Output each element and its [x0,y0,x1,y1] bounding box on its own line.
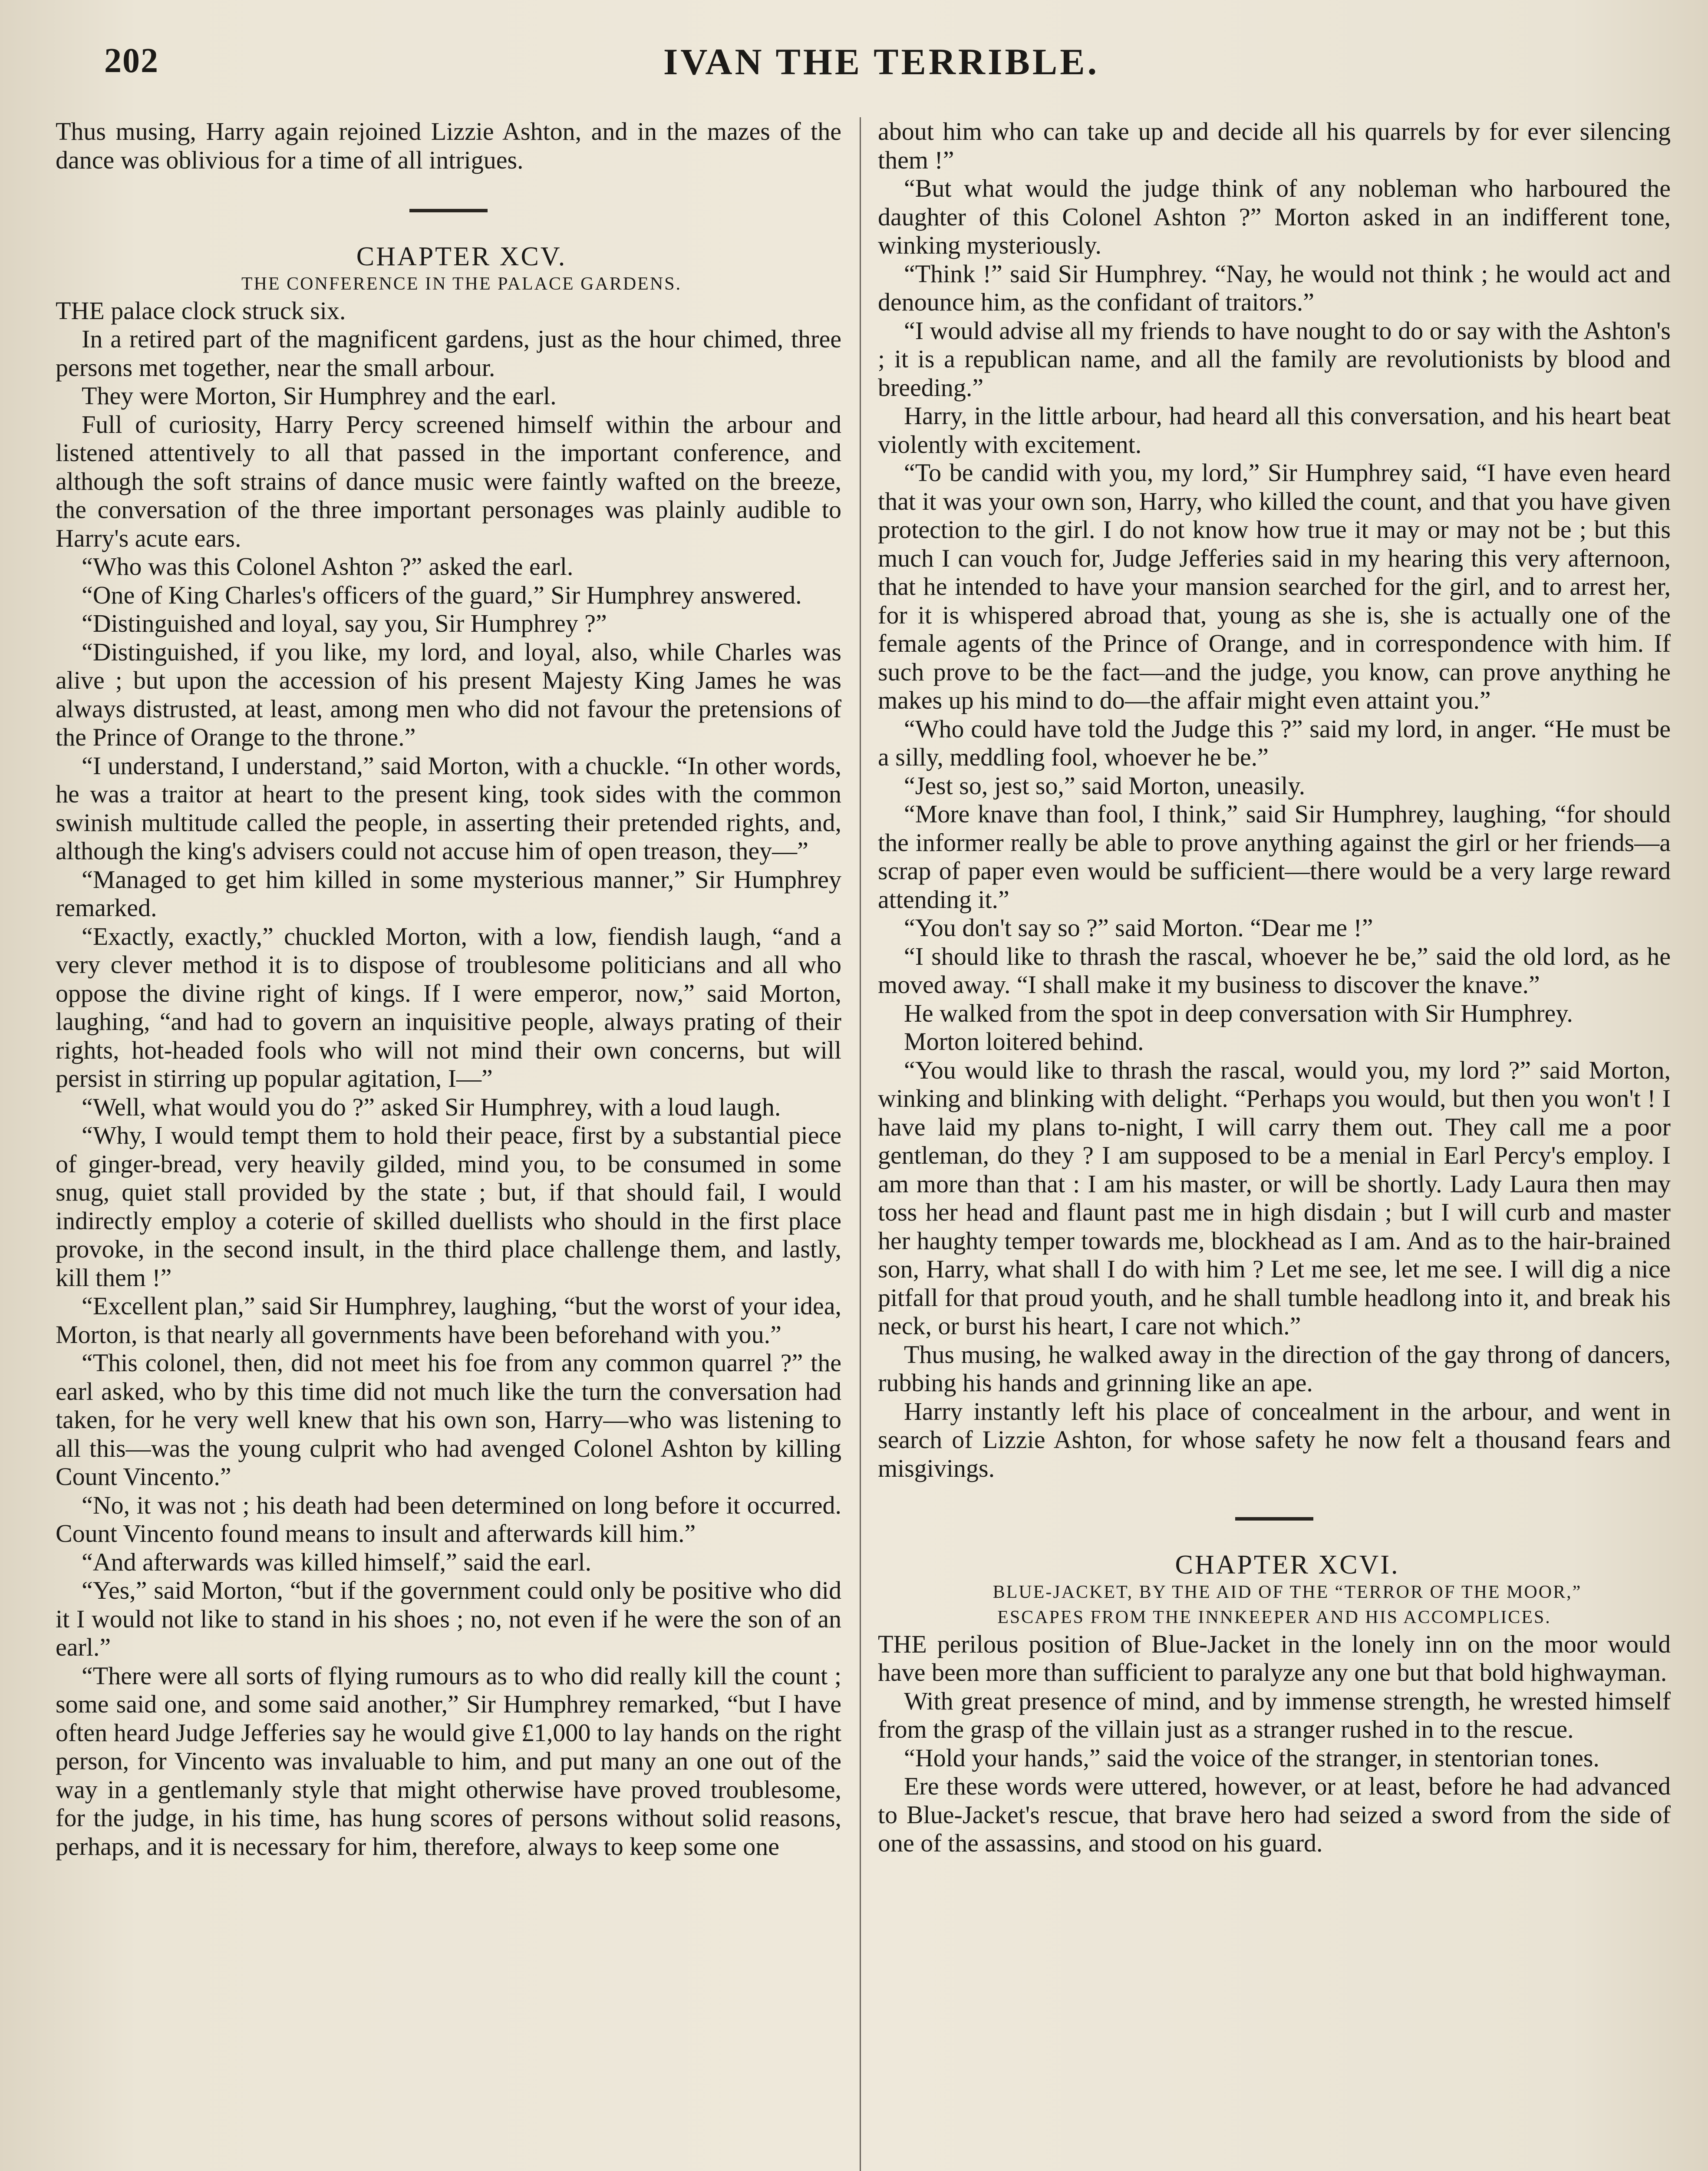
paragraph: “No, it was not ; his death had been determined on long before it occurred. Count Vincento found means to insult and afterwards kill him.” [56,1491,841,1547]
chapter-title: CHAPTER XCV. [356,242,567,271]
paragraph: “Think !” said Sir Humphrey. “Nay, he would not think ; he would act and denounce him, as the confidant of traitors.” [878,259,1671,316]
page-number: 202 [104,42,159,80]
paragraph: “This colonel, then, did not meet his foe from any common quarrel ?” the earl asked, who by this time did not much like the turn the conversation had taken, for he very well knew that his own son, Harry—who was listening to all this—was the young culprit who had avenged Colonel Ashton by killing Count Vincento.” [56,1349,841,1491]
paragraph: “Why, I would tempt them to hold their peace, first by a substantial piece of ginger-bread, very heavily gilded, mind you, to be consumed in some snug, quiet stall provided by the state ; but, if that should fail, I would indirectly employ a coterie of skilled duellists who should in the first place provoke, in the second insult, in the third place challenge them, and lastly, kill them !” [56,1121,841,1292]
paragraph: “Who was this Colonel Ashton ?” asked the earl. [82,552,574,581]
paragraph: “To be candid with you, my lord,” Sir Humphrey said, “I have even heard that it was your own son, Harry, who killed the count, and that you have given protection to the girl. I do not know how true it may or may not be ; but this much I can vouch for, Judge Jefferies said in my hearing this very afternoon, that he intended to have your mansion searched for the girl, and to arrest her, for it is whispered abroad that, young as she is, she is actually one of the female agents of the Prince of Orange, and in correspondence with him. If such prove to be the fact—and the judge, you know, can prove anything he makes up his mind to do—the affair might even attaint you.” [878,459,1671,714]
chapter-subtitle: THE CONFERENCE IN THE PALACE GARDENS. [241,274,682,294]
paragraph: “Distinguished and loyal, say you, Sir Humphrey ?” [82,609,607,637]
paragraph: THE perilous position of Blue-Jacket in the lonely inn on the moor would have been more than sufficient to paralyze any one but that bold highwayman. [878,1630,1671,1686]
paragraph: With great presence of mind, and by immense strength, he wrested himself from the grasp of the villain just as a stranger rushed in to the rescue. [878,1686,1671,1743]
paragraph: “More knave than fool, I think,” said Sir Humphrey, laughing, “for should the informer really be able to prove anything against the girl or her friends—a scrap of paper even would be sufficient—there would be a very large reward attending it.” [878,800,1671,914]
paragraph: “Well, what would you do ?” asked Sir Humphrey, with a loud laugh. [82,1092,781,1121]
paragraph: “And afterwards was killed himself,” said the earl. [82,1547,592,1576]
paragraph: “I should like to thrash the rascal, whoever he be,” said the old lord, as he moved away. “I shall make it my business to discover the knave.” [878,942,1671,999]
paragraph: In a retired part of the magnificent gardens, just as the hour chimed, three persons met together, near the small arbour. [56,325,841,382]
paragraph: “Who could have told the Judge this ?” said my lord, in anger. “He must be a silly, meddling fool, whoever he be.” [878,714,1671,771]
column-rule [860,117,861,2171]
paragraph: “Managed to get him killed in some mysterious manner,” Sir Humphrey remarked. [56,865,841,922]
paragraph: “Excellent plan,” said Sir Humphrey, laughing, “but the worst of your idea, Morton, is that nearly all governments have been beforehand with you.” [56,1292,841,1349]
paragraph: “I understand, I understand,” said Morton, with a chuckle. “In other words, he was a traitor at heart to the present king, took sides with the common swinish multitude called the people, in asserting their pretended rights, and, although the king's advisers could not accuse him of open treason, they—” [56,751,841,865]
paragraph: “Hold your hands,” said the voice of the stranger, in stentorian tones. [904,1743,1599,1772]
opening-paragraph: Thus musing, Harry again rejoined Lizzie Ashton, and in the mazes of the dance was oblivious for a time of all intrigues. [56,117,841,174]
right-column [878,117,1671,1858]
section-divider [1235,1517,1313,1521]
paragraph: Ere these words were uttered, however, or at least, before he had advanced to Blue-Jacket's rescue, that brave hero had seized a sword from the side of one of the assassins, and stood on his guard. [878,1772,1671,1857]
paragraph: Harry, in the little arbour, had heard all this conversation, and his heart beat violently with excitement. [878,402,1671,459]
paragraph: Thus musing, he walked away in the direction of the gay throng of dancers, rubbing his hands and grinning like an ape. [878,1340,1671,1397]
paragraph: “You would like to thrash the rascal, would you, my lord ?” said Morton, winking and blinking with delight. “Perhaps you would, but then you won't ! I have laid my plans to-night, I will carry them out. They call me a poor gentleman, do they ? I am supposed to be a menial in Earl Percy's employ. I am more than that : I am his master, or will be shortly. Lady Laura then may toss her head and flaunt past me in high disdain ; but I will curb and master her haughty temper towards me, blockhead as I am. And as to the hair-brained son, Harry, what shall I do with him ? Let me see, let me see. I will dig a nice pitfall for that proud youth, and he shall tumble headlong into it, and break his neck, or burst his heart, I care not which.” [878,1056,1671,1340]
paragraph: “One of King Charles's officers of the guard,” Sir Humphrey answered. [82,581,802,609]
paragraph: They were Morton, Sir Humphrey and the earl. [82,382,557,410]
left-column [56,117,841,1861]
paragraph: about him who can take up and decide all his quarrels by for ever silencing them !” [878,117,1671,174]
paragraph: Harry instantly left his place of concealment in the arbour, and went in search of Lizzie Ashton, for whose safety he now felt a thousand fears and misgivings. [878,1397,1671,1482]
section-divider [409,209,488,212]
paragraph: Morton loitered behind. [904,1027,1144,1056]
paragraph: “I would advise all my friends to have nought to do or say with the Ashton's ; it is a republican name, and all the family are revolutionists by blood and breeding.” [878,316,1671,402]
paragraph: Full of curiosity, Harry Percy screened himself within the arbour and listened attentively to all that passed in the important conference, and although the soft strains of dance music were faintly wafted on the breeze, the conversation of the three important personages was plainly audible to Harry's acute ears. [56,410,841,552]
paragraph: “Jest so, jest so,” said Morton, uneasily. [904,771,1306,800]
chapter-subtitle-line: BLUE-JACKET, BY THE AID OF THE “TERROR OF THE MOOR,” [992,1582,1582,1602]
paragraph: “But what would the judge think of any nobleman who harboured the daughter of this Colonel Ashton ?” Morton asked in an indifferent tone, winking mysteriously. [878,174,1671,259]
running-title: IVAN THE TERRIBLE. [663,41,1100,82]
paragraph: THE palace clock struck six. [56,296,346,325]
paragraph: “Distinguished, if you like, my lord, and loyal, also, while Charles was alive ; but upon the accession of his present Majesty King James he was always distrusted, at least, among men who did not favour the pretensions of the Prince of Orange to the throne.” [56,637,841,751]
paragraph: “Yes,” said Morton, “but if the government could only be positive who did it I would not like to stand in his shoes ; no, not even if he were the son of an earl.” [56,1576,841,1661]
chapter-title: CHAPTER XCVI. [1175,1550,1400,1580]
paragraph: “Exactly, exactly,” chuckled Morton, with a low, fiendish laugh, “and a very clever method it is to dispose of troublesome politicians and all who oppose the divine right of kings. If I were emperor, now,” said Morton, laughing, “and had to govern an inquisitive people, always prating of their rights, hot-headed fools who will not mind their own concerns, but will persist in stirring up popular agitation, I—” [56,922,841,1092]
chapter-subtitle-line: ESCAPES FROM THE INNKEEPER AND HIS ACCOMPLICES. [997,1607,1551,1627]
paragraph: He walked from the spot in deep conversation with Sir Humphrey. [904,999,1573,1027]
paragraph: “There were all sorts of flying rumours as to who did really kill the count ; some said one, and some said another,” Sir Humphrey remarked, “but I have often heard Judge Jefferies say he would give £1,000 to lay hands on the right person, for Vincento was invaluable to him, and put many an one out of the way in a gentlemanly style that might otherwise have proved troublesome, for the judge, in his time, has hung scores of persons without solid reasons, perhaps, and it is necessary for him, therefore, always to keep some one [56,1661,841,1861]
paragraph: “You don't say so ?” said Morton. “Dear me !” [904,914,1373,942]
chapter-subtitle [878,1580,1671,1630]
